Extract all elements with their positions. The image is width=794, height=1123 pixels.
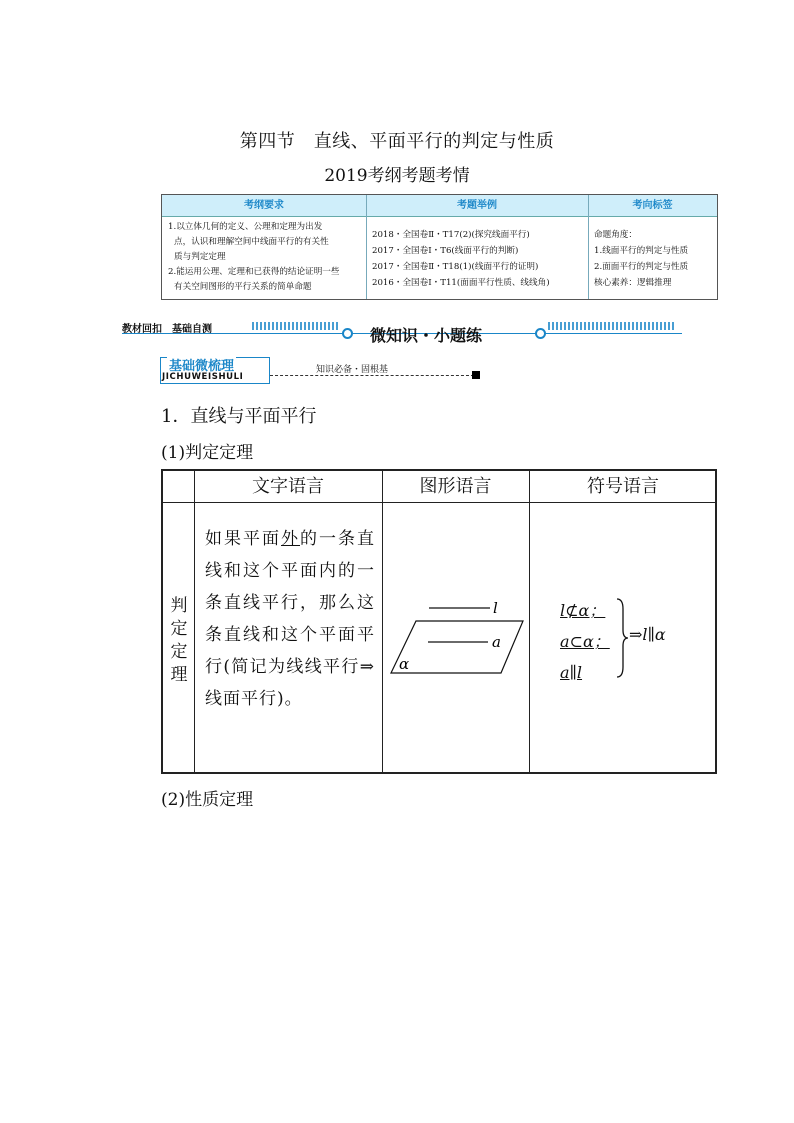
symbol-line: a∥l <box>560 663 583 682</box>
plane-figure <box>383 591 529 681</box>
basic-dashed-line <box>270 375 474 376</box>
label-a: a <box>492 633 501 651</box>
circle-icon <box>342 328 353 339</box>
exam-header-tags: 考向标签 <box>588 195 717 217</box>
exam-text: 2017・全国卷Ⅰ・T6(线面平行的判断) <box>372 246 519 256</box>
banner-left-label: 教材回扣 基础自测 <box>122 324 212 335</box>
table-divider <box>529 471 530 772</box>
exam-text: 2.能运用公理、定理和已获得的结论证明一些 <box>168 267 340 277</box>
row-label: 判定定理 <box>170 596 188 685</box>
theorem-text-part: 的一条直线和这个平面内的一条直线平行，那么这条直线和这个平面平行(简记为线线平行⇒线面平行)。 <box>205 529 375 709</box>
symbol-line: l⊄α； <box>560 601 606 620</box>
page-title: 第四节 直线、平面平行的判定与性质 <box>239 131 555 152</box>
header-symbol-language: 符号语言 <box>587 476 659 497</box>
exam-text: 2018・全国卷Ⅱ・T17(2)(探究线面平行) <box>372 230 530 240</box>
exam-text: 点，认识和理解空间中线面平行的有关性 <box>174 237 329 247</box>
exam-text: 1.线面平行的判定与性质 <box>594 246 689 256</box>
right-brace-icon <box>615 597 629 679</box>
circle-icon <box>535 328 546 339</box>
square-marker-icon <box>472 371 480 379</box>
symbol-conclusion: ⇒l∥α <box>629 625 666 644</box>
label-alpha: α <box>399 655 410 673</box>
plane-alpha <box>391 621 523 673</box>
label-l: l <box>493 599 498 617</box>
exam-header-examples: 考题举例 <box>366 195 588 217</box>
exam-text: 质与判定定理 <box>174 252 226 262</box>
exam-text: 2.面面平行的判定与性质 <box>594 262 689 272</box>
basic-section-note: 知识必备・固根基 <box>316 365 389 375</box>
subheading-property: (2)性质定理 <box>161 790 254 810</box>
theorem-text-part: 如果平面 <box>205 529 281 549</box>
page-subtitle: 2019考纲考题考情 <box>324 166 470 186</box>
symbol-list <box>560 595 610 688</box>
exam-text: 2016・全国卷Ⅰ・T11(面面平行性质、线线角) <box>372 278 550 288</box>
exam-text: 1.以立体几何的定义、公理和定理为出发 <box>168 222 323 232</box>
header-text-language: 文字语言 <box>252 476 324 497</box>
criterion-table <box>161 469 717 774</box>
exam-text: 命题角度： <box>594 230 637 240</box>
header-figure-language: 图形语言 <box>419 476 492 497</box>
banner-title: 微知识・小题练 <box>370 326 483 345</box>
table-divider <box>194 471 195 772</box>
exam-col-tags <box>588 217 717 299</box>
exam-col-requirements <box>162 217 366 299</box>
basic-section-subtitle: JICHUWEISHULI <box>162 372 244 382</box>
exam-text: 有关空间图形的平行关系的简单命题 <box>174 282 312 292</box>
exam-table <box>161 194 718 300</box>
banner-dots <box>548 322 676 330</box>
exam-header-requirements: 考纲要求 <box>162 195 366 217</box>
exam-col-examples <box>366 217 588 299</box>
theorem-text <box>205 523 375 715</box>
subheading-criterion: (1)判定定理 <box>161 443 254 463</box>
section-heading: 1．直线与平面平行 <box>161 406 317 427</box>
exam-text: 2017・全国卷Ⅱ・T18(1)(线面平行的证明) <box>372 262 539 272</box>
theorem-text-emphasis: 外 <box>281 529 300 549</box>
exam-text: 核心素养：逻辑推理 <box>594 278 672 288</box>
basic-section-title: 基础微梳理 <box>167 355 236 374</box>
symbol-line: a⊂α； <box>560 632 610 651</box>
banner-dots <box>252 322 340 330</box>
